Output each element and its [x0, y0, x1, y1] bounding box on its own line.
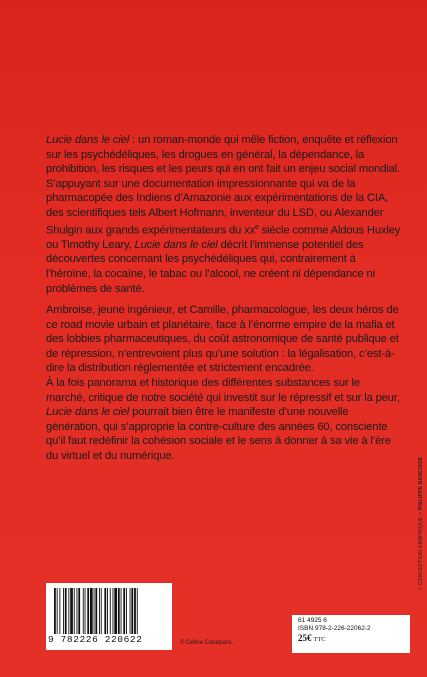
isbn: ISBN 978-2-226-22062-2: [298, 625, 371, 633]
summary-block-2: [46, 303, 402, 464]
barcode-bars: [52, 588, 168, 634]
book-title: Lucie dans le ciel: [46, 134, 130, 146]
barcode: [46, 583, 172, 650]
paragraph-4: À la fois panorama et historique des différentes substances sur le marché, critique de notre société qui investit sur le répressif et sur la peur, Lucie dans le ciel pourrait bien être le manifeste d’une nouvelle génération, qui s’approprie la contre-culture des années 60, consciente qu’il faut redéfinir la cohésion sociale et le sens à donner à sa vie à l’ère du virtuel et du numérique.: [46, 376, 400, 462]
summary-block-1: [46, 133, 402, 296]
paragraph-1: Lucie dans le ciel : un roman-monde qui mêle fiction, enquête et réflexion sur les psychédéliques, les drogues en général, la dépendance, la prohibition, les risques et les peurs qui en ont fait un enjeu social mondial.: [46, 134, 400, 176]
price-info-box: [292, 615, 410, 653]
book-title: Lucie dans le ciel: [46, 406, 130, 419]
paragraph-3: Ambroise, jeune ingénieur, et Camille, pharmacologue, les deux héros de ce road movie urbain et planétaire, face à l’énorme empire de la mafia et des lobbies pharmaceutiques, du coût astronomique de santé publique et de répression, n’entrevoient plus qu’une solution : la légalisation, c’est-à-dire la distribution réglementée et strictement encadrée.: [46, 304, 399, 375]
price: 25€ TTC: [298, 632, 326, 643]
product-code: 61 4925 6: [298, 617, 327, 624]
paragraph-2: S’appuyant sur une documentation impressionnante qui va de la pharmacopée des Indiens d’Amazonie aux expérimentations de la CIA, des scientifiques tels Albert Hofmann, inventeur du LSD, ou Alexander Shulgin aux grands expérimentateurs du $xx^e$ siècle comme Aldous Huxley ou Timothy Leary, Lucie dans le ciel décrit l’immense potentiel des découvertes concernant les psychédéliques qui, contrairement à l’héroïne, la cocaïne, le tabac ou l’alcool, ne créent ni dépendance ni problèmes de santé.: [46, 177, 401, 295]
design-credit: > CONCEPTION GRAPHIQUE > PHILIPPE NARCISSE: [418, 456, 424, 590]
book-title: Lucie dans le ciel: [134, 238, 218, 251]
barcode-digits: 9 782226 220622: [48, 634, 143, 645]
photo-credit: © Céline Caneparo.: [180, 640, 233, 646]
